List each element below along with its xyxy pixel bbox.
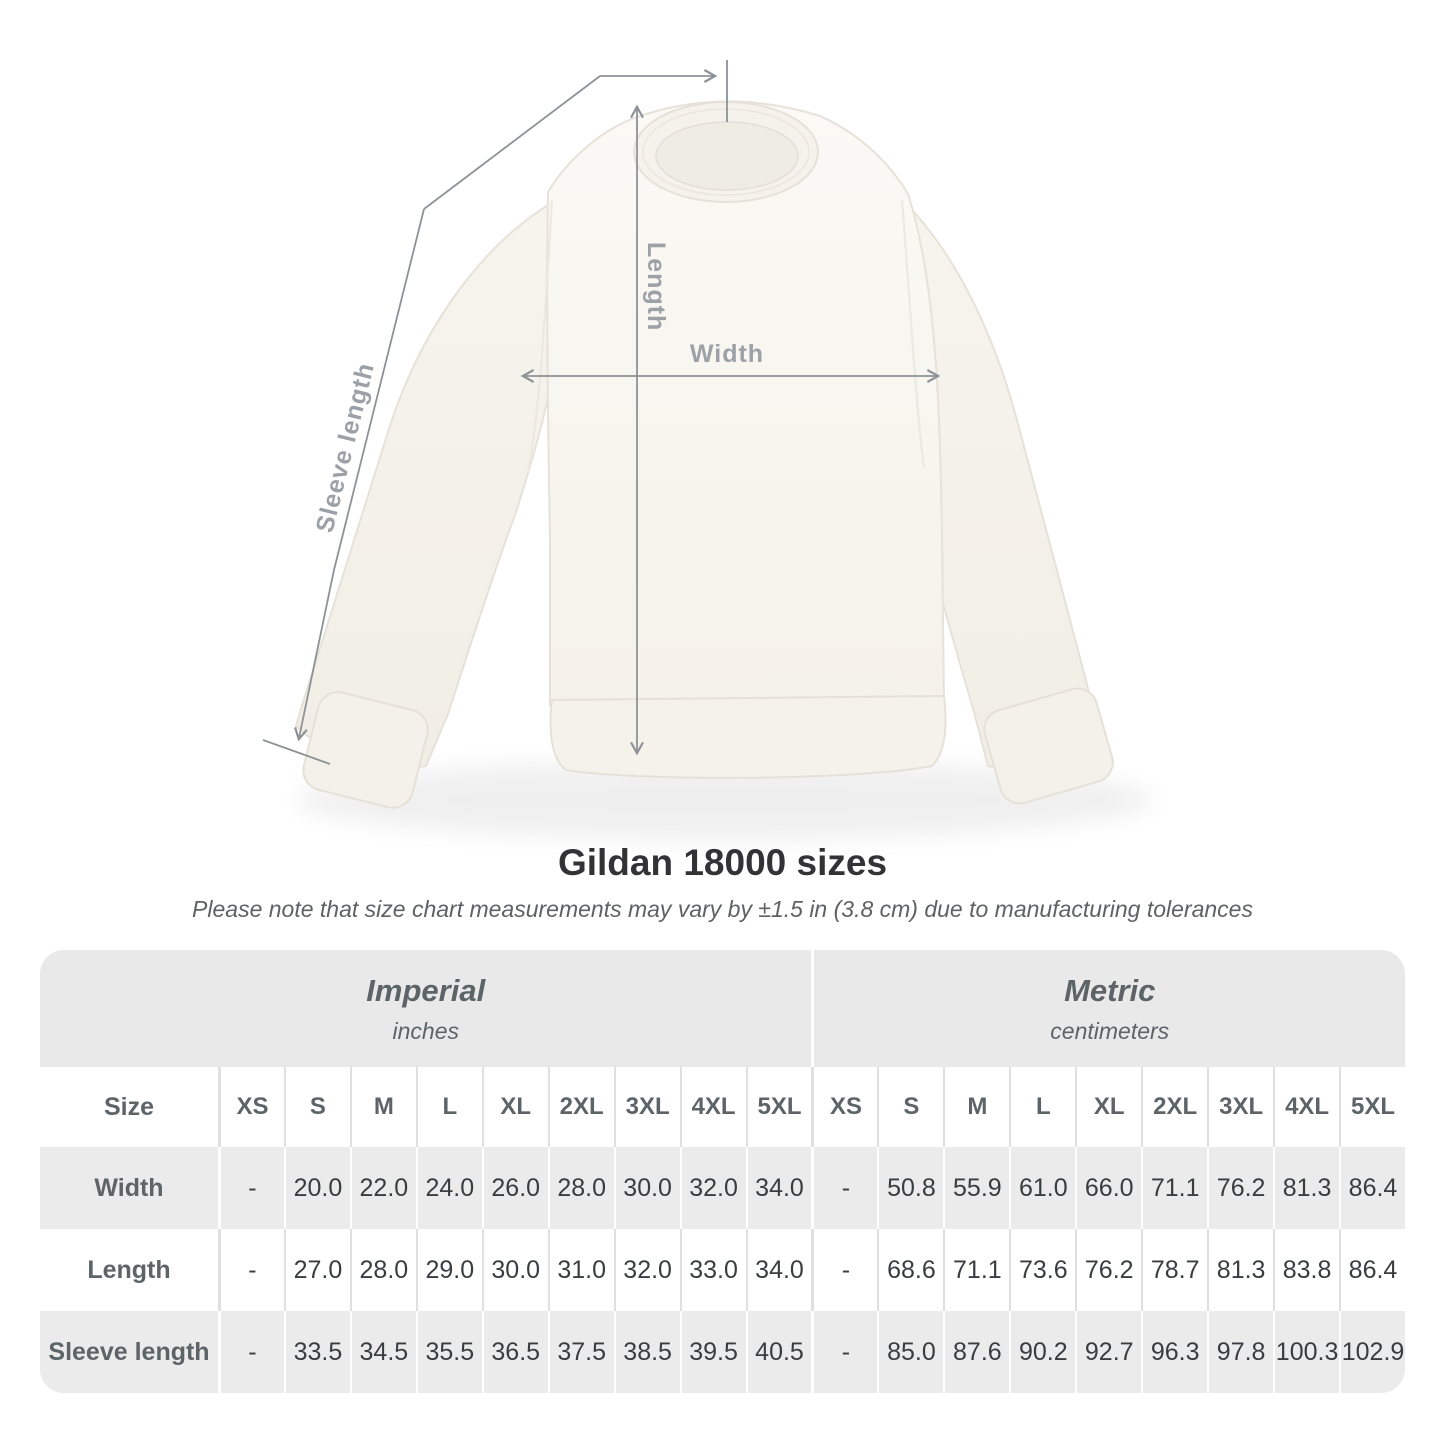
metric-subtitle: centimeters — [1050, 1017, 1170, 1044]
table-cell: 100.3 — [1273, 1311, 1339, 1393]
table-cell: 66.0 — [1075, 1147, 1141, 1229]
table-cell: - — [218, 1311, 284, 1393]
table-cell: 34.0 — [746, 1147, 812, 1229]
table-cell: 26.0 — [482, 1147, 548, 1229]
table-cell: 97.8 — [1207, 1311, 1273, 1393]
table-cell: 29.0 — [416, 1229, 482, 1311]
size-col-header: S — [284, 1067, 350, 1147]
size-col-header: XL — [482, 1067, 548, 1147]
table-cell: 76.2 — [1075, 1229, 1141, 1311]
size-col-header: 5XL — [1339, 1067, 1405, 1147]
table-cell: 83.8 — [1273, 1229, 1339, 1311]
size-col-header: 4XL — [1273, 1067, 1339, 1147]
imperial-group-header — [40, 950, 811, 1067]
length-label: Length — [642, 242, 670, 332]
imperial-title: Imperial — [366, 972, 486, 1008]
metric-title: Metric — [1064, 972, 1156, 1008]
table-cell: 55.9 — [943, 1147, 1009, 1229]
tolerance-note: Please note that size chart measurements may vary by ±1.5 in (3.8 cm) due to manufacturing tolerances — [192, 896, 1253, 922]
table-cell: 92.7 — [1075, 1311, 1141, 1393]
size-col-header: L — [1009, 1067, 1075, 1147]
table-cell: 76.2 — [1207, 1147, 1273, 1229]
collar-inner — [656, 122, 798, 190]
row-label: Sleeve length — [40, 1311, 218, 1393]
page-title: Gildan 18000 sizes — [557, 842, 888, 883]
row-label: Length — [40, 1229, 218, 1311]
table-cell: 73.6 — [1009, 1229, 1075, 1311]
table-cell: 81.3 — [1273, 1147, 1339, 1229]
table-cell: 33.0 — [680, 1229, 746, 1311]
table-cell: 35.5 — [416, 1311, 482, 1393]
size-col-header: L — [416, 1067, 482, 1147]
table-cell: 22.0 — [350, 1147, 416, 1229]
width-label: Width — [689, 340, 765, 368]
table-cell: 28.0 — [350, 1229, 416, 1311]
table-cell: 68.6 — [877, 1229, 943, 1311]
size-col-header: M — [943, 1067, 1009, 1147]
table-cell: 34.5 — [350, 1311, 416, 1393]
table-cell: 61.0 — [1009, 1147, 1075, 1229]
table-cell: 30.0 — [482, 1229, 548, 1311]
table-cell: - — [218, 1147, 284, 1229]
table-cell: 37.5 — [548, 1311, 614, 1393]
table-cell: 87.6 — [943, 1311, 1009, 1393]
table-cell: 32.0 — [680, 1147, 746, 1229]
size-col-header: 3XL — [614, 1067, 680, 1147]
size-col-header: 5XL — [746, 1067, 812, 1147]
size-col-header: 2XL — [1141, 1067, 1207, 1147]
table-cell: 24.0 — [416, 1147, 482, 1229]
size-col-header: XS — [218, 1067, 284, 1147]
size-table — [40, 950, 1405, 1393]
table-cell: 90.2 — [1009, 1311, 1075, 1393]
table-cell: 71.1 — [1141, 1147, 1207, 1229]
table-cell: - — [811, 1311, 877, 1393]
size-col-header: XL — [1075, 1067, 1141, 1147]
row-label: Width — [40, 1147, 218, 1229]
table-cell: 71.1 — [943, 1229, 1009, 1311]
size-col-header: S — [877, 1067, 943, 1147]
table-cell: 50.8 — [877, 1147, 943, 1229]
table-cell: - — [811, 1229, 877, 1311]
table-cell: 86.4 — [1339, 1147, 1405, 1229]
waistband — [551, 696, 946, 778]
imperial-subtitle: inches — [392, 1017, 459, 1044]
table-cell: 78.7 — [1141, 1229, 1207, 1311]
size-col-header: 3XL — [1207, 1067, 1273, 1147]
table-cell: 30.0 — [614, 1147, 680, 1229]
table-cell: 86.4 — [1339, 1229, 1405, 1311]
size-col-header: XS — [811, 1067, 877, 1147]
table-cell: - — [218, 1229, 284, 1311]
table-cell: 34.0 — [746, 1229, 812, 1311]
table-cell: 28.0 — [548, 1147, 614, 1229]
size-col-header: 2XL — [548, 1067, 614, 1147]
table-cell: 38.5 — [614, 1311, 680, 1393]
size-header-label: Size — [40, 1067, 218, 1147]
metric-group-header — [811, 950, 1405, 1067]
table-cell: 33.5 — [284, 1311, 350, 1393]
table-cell: 32.0 — [614, 1229, 680, 1311]
table-cell: 81.3 — [1207, 1229, 1273, 1311]
table-cell: 31.0 — [548, 1229, 614, 1311]
table-cell: 20.0 — [284, 1147, 350, 1229]
size-col-header: 4XL — [680, 1067, 746, 1147]
size-col-header: M — [350, 1067, 416, 1147]
table-cell: 36.5 — [482, 1311, 548, 1393]
table-cell: 39.5 — [680, 1311, 746, 1393]
table-cell: 40.5 — [746, 1311, 812, 1393]
table-cell: - — [811, 1147, 877, 1229]
table-cell: 27.0 — [284, 1229, 350, 1311]
table-cell: 102.9 — [1339, 1311, 1405, 1393]
table-cell: 96.3 — [1141, 1311, 1207, 1393]
sleeve-length-label: Sleeve length — [310, 359, 380, 536]
table-cell: 85.0 — [877, 1311, 943, 1393]
